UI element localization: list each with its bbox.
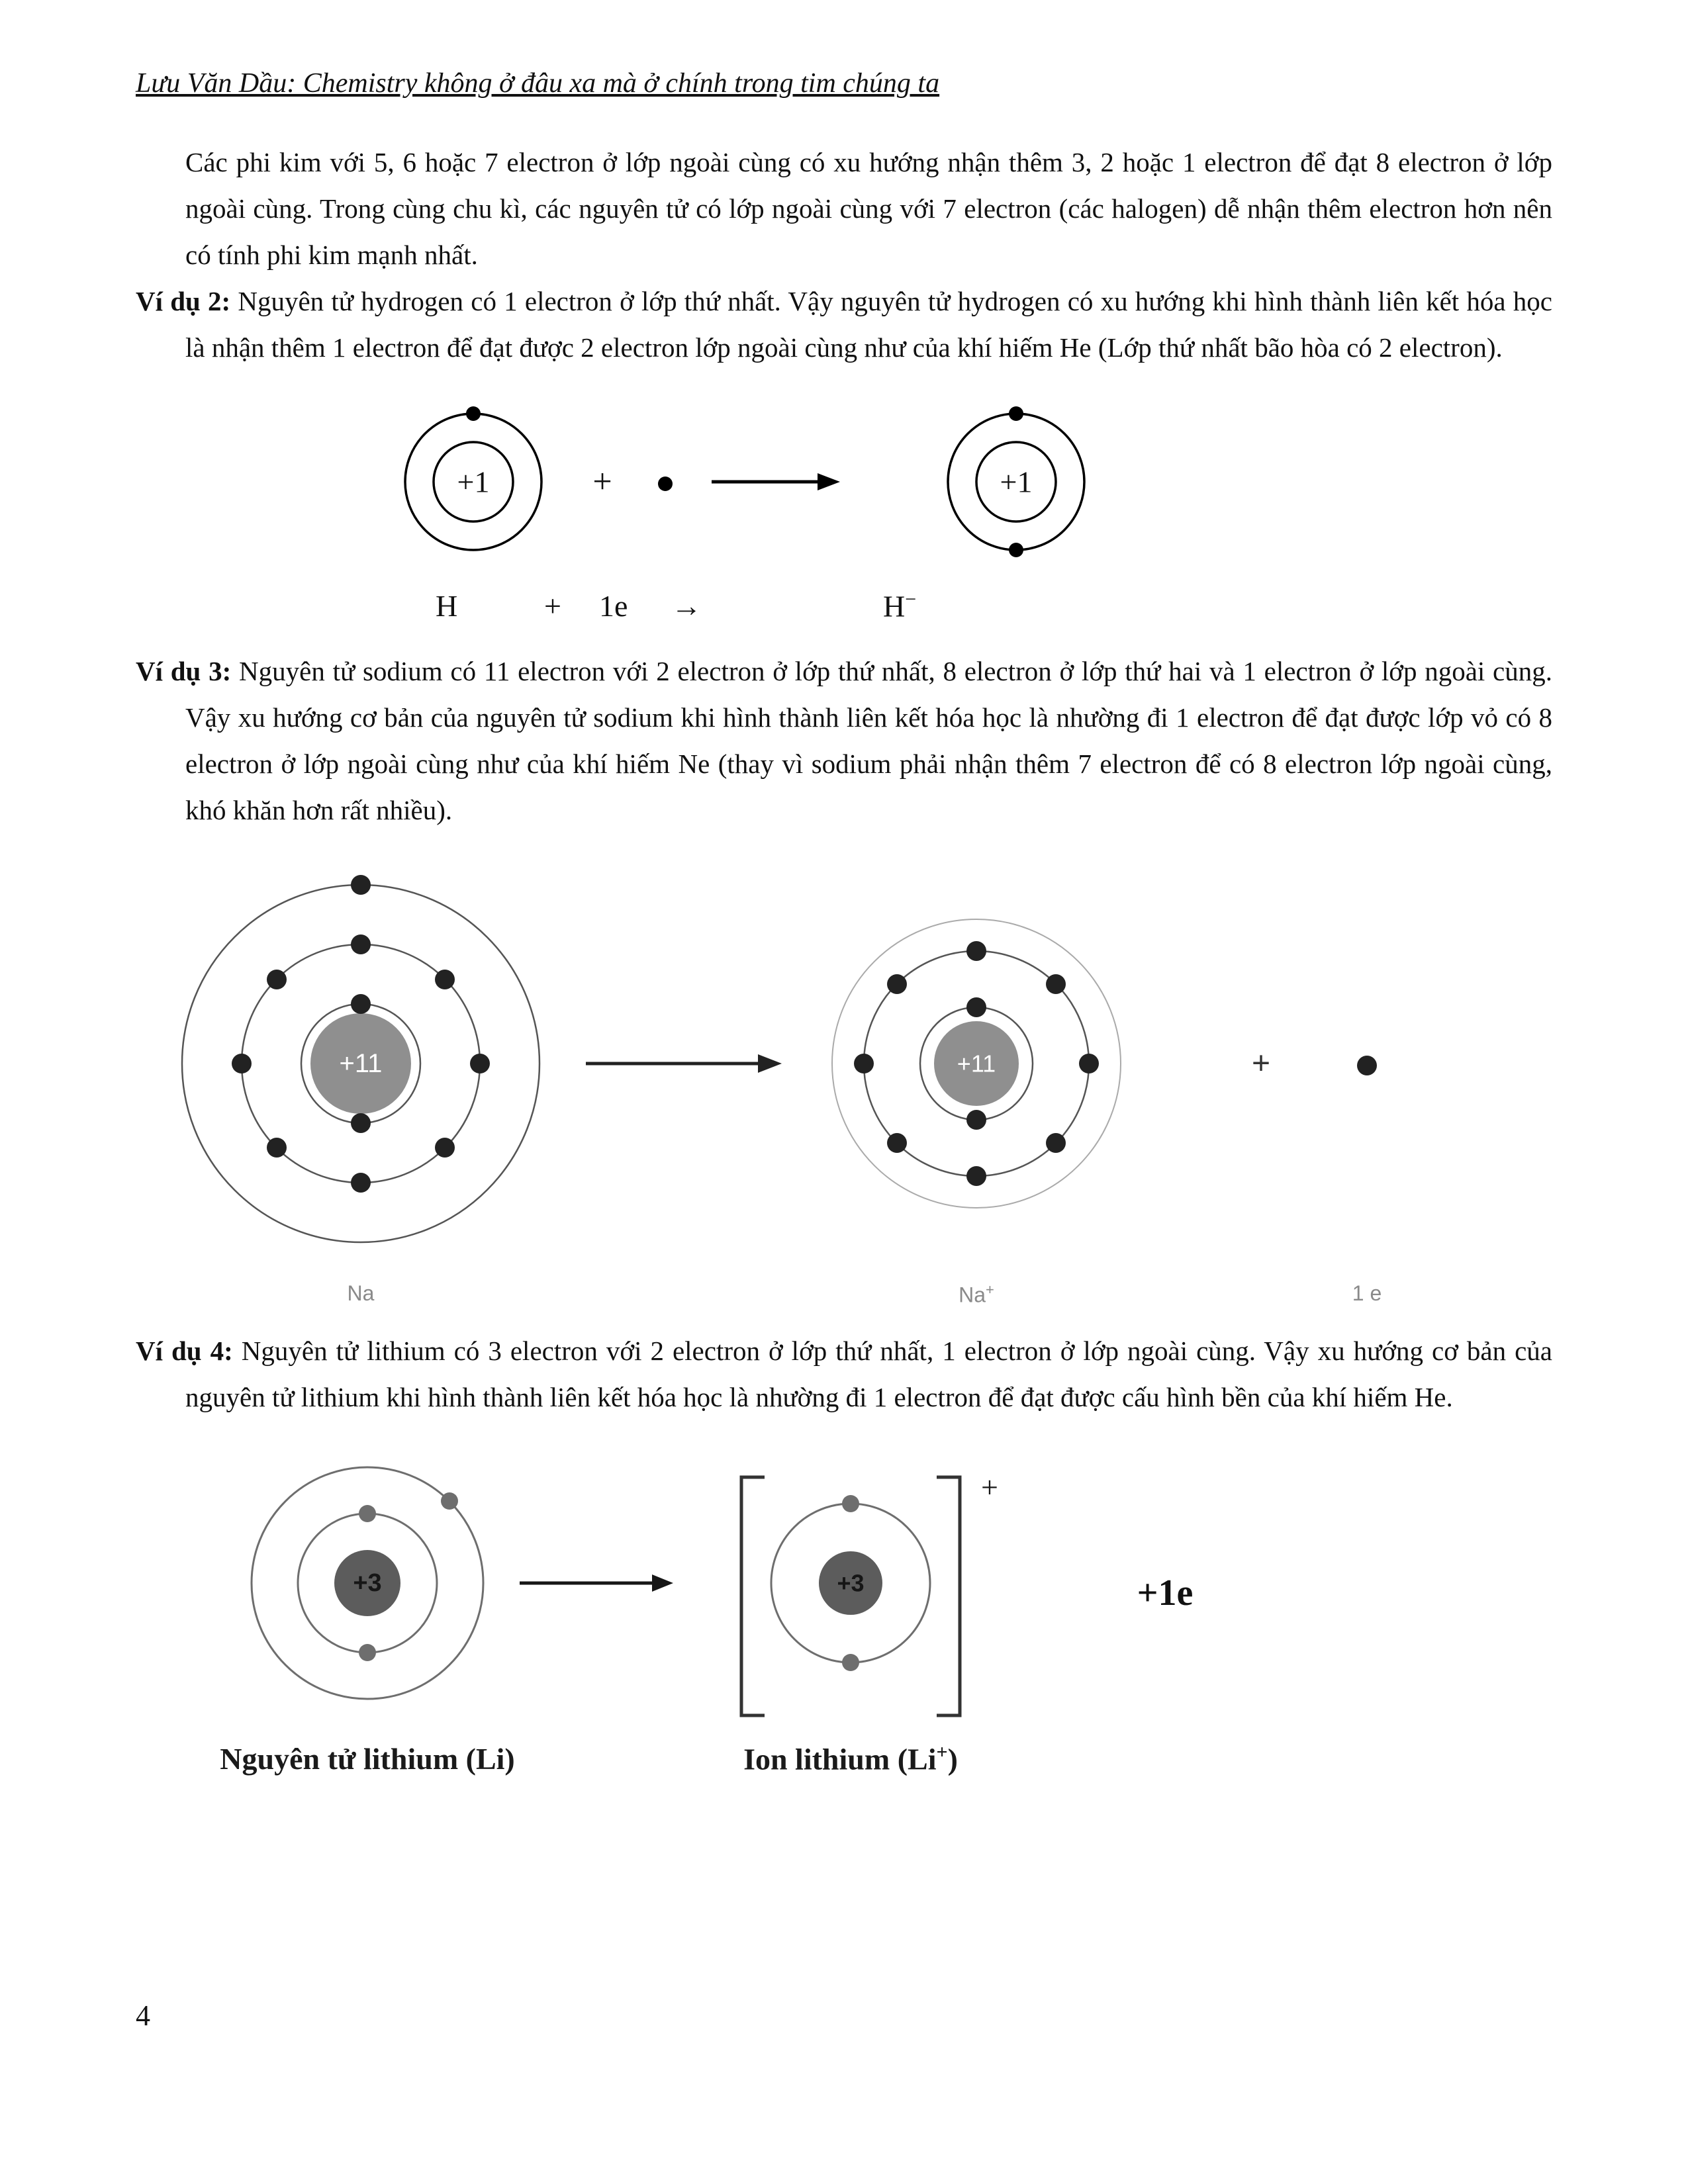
electron-dot [1009,406,1023,421]
hydride-ion [948,406,1084,557]
sodium-diagram-svg [136,852,1552,1275]
nucleus-label: +1 [1000,465,1033,499]
released-electron-label: +1e [1137,1572,1194,1614]
example-2-paragraph [136,278,1552,371]
header-title: Lưu Văn Dầu: Chemistry không ở đâu xa mà ở chính trong tim chúng ta [136,68,940,99]
hydrogen-atom [405,406,541,550]
electron-dot [470,1054,490,1073]
hydrogen-diagram [354,383,1552,584]
arrow-head [758,1054,782,1073]
lithium-ion [741,1471,998,1716]
electron-dot [359,1644,376,1661]
free-electron-dot [658,477,673,491]
hydrogen-equation [354,584,1552,640]
nucleus-label: +11 [339,1049,383,1078]
electron-dot [267,1138,287,1158]
sodium-diagram-labels [136,1279,1552,1316]
plus-sign: + [592,463,612,501]
electron-dot [351,1173,371,1193]
nucleus-label: +11 [957,1050,996,1077]
nucleus-label: +3 [353,1569,382,1597]
electron-dot [887,974,907,994]
electron-dot [1046,974,1066,994]
equation-product-base: H [883,589,906,623]
example-4-paragraph [136,1328,1552,1420]
lithium-diagram-labels [136,1739,1552,1792]
equation-electron: 1e [599,589,628,623]
equation-product-charge: − [905,588,917,610]
electron-dot [351,934,371,954]
reaction-arrow-icon [586,1054,782,1073]
nucleus-label: +1 [457,465,490,499]
lithium-atom-label: Nguyên tử lithium (Li) [220,1742,515,1776]
electron-dot [466,406,481,421]
sodium-ion [832,919,1121,1208]
example-3-paragraph [136,648,1552,833]
example-2-label: Ví dụ 2: [136,286,231,316]
electron-dot [1079,1054,1099,1073]
lithium-ion-label-post: ) [947,1742,958,1776]
electron-dot [966,1166,986,1186]
electron-dot [435,1138,455,1158]
equation-arrow: → [671,589,702,623]
plus-sign: + [1251,1046,1271,1081]
intro-text: Các phi kim với 5, 6 hoặc 7 electron ở lớp ngoài cùng có xu hướng nhận thêm 3, 2 hoặc 1 electron để đạt 8 electron ở lớp ngoài cùng. Trong cùng chu kì, các nguyên tử có lớp ngoài cùng với 7 electron (các halogen) dễ nhận thêm electron hơn nên có tính phi kim mạnh nhất. [185,147,1552,270]
sodium-ion-label-charge: + [986,1281,994,1298]
lithium-ion-label [743,1741,958,1776]
sodium-atom [182,875,539,1242]
electron-dot [232,1054,252,1073]
electron-dot [435,970,455,989]
arrow-head [818,473,840,490]
sodium-ion-label [959,1281,994,1308]
electron-dot [351,994,371,1014]
electron-dot [842,1654,859,1671]
electron-dot [1046,1133,1066,1153]
reaction-arrow-icon [520,1574,673,1592]
electron-dot [966,941,986,961]
example-2-text: Nguyên tử hydrogen có 1 electron ở lớp thứ nhất. Vậy nguyên tử hydrogen có xu hướng khi hình thành liên kết hóa học là nhận thêm 1 electron để đạt được 2 electron lớp ngoài cùng như của khí hiếm He (Lớp thứ nhất bão hòa có 2 electron). [185,286,1552,363]
sodium-diagram [136,852,1552,1316]
lithium-ion-label-pre: Ion lithium (Li [743,1742,937,1776]
example-3-text: Nguyên tử sodium có 11 electron với 2 electron ở lớp thứ nhất, 8 electron ở lớp thứ hai và 1 electron ở lớp ngoài cùng. Vậy xu hướng cơ bản của nguyên tử sodium khi hình thành liên kết hóa học là nhường đi 1 electron để đạt được lớp vỏ có 8 electron ở lớp ngoài cùng như của khí hiếm Ne (thay vì sodium phải nhận thêm 7 electron để có 8 electron lớp ngoài cùng, khó khăn hơn rất nhiều). [185,656,1552,825]
lithium-ion-label-charge: + [936,1741,948,1763]
electron-dot [267,970,287,989]
electron-dot [966,997,986,1017]
electron-dot [351,1113,371,1133]
electron-dot [441,1492,458,1510]
reaction-arrow-icon [712,473,840,490]
page-header [136,66,1552,101]
electron-dot [842,1495,859,1512]
hydrogen-diagram-svg [354,383,1347,581]
lithium-atom [252,1467,483,1699]
equation-product [883,588,916,623]
sodium-atom-label: Na [347,1281,375,1305]
right-bracket [937,1477,960,1715]
intro-paragraph [136,139,1552,278]
left-bracket [741,1477,765,1715]
released-electron-label: 1 e [1352,1281,1382,1305]
equation-reactant: H [436,589,458,623]
page-number: 4 [136,1999,150,2032]
lithium-diagram [136,1431,1552,1792]
ion-charge-superscript: + [981,1470,998,1504]
released-electron-dot [1357,1056,1377,1075]
arrow-head [652,1574,673,1592]
electron-dot [359,1505,376,1522]
sodium-ion-label-base: Na [959,1283,986,1307]
example-3-label: Ví dụ 3: [136,656,232,686]
lithium-diagram-svg [136,1431,1552,1735]
electron-dot [854,1054,874,1073]
example-4-text: Nguyên tử lithium có 3 electron với 2 electron ở lớp thứ nhất, 1 electron ở lớp ngoài cùng. Vậy xu hướng cơ bản của nguyên tử lithium khi hình thành liên kết hóa học là nhường đi 1 electron để đạt được cấu hình bền của khí hiếm He. [185,1336,1552,1412]
electron-dot [887,1133,907,1153]
electron-dot [966,1110,986,1130]
example-4-label: Ví dụ 4: [136,1336,233,1366]
nucleus-label: +3 [837,1569,865,1597]
electron-dot [1009,543,1023,557]
electron-dot [351,875,371,895]
equation-plus: + [544,589,561,623]
